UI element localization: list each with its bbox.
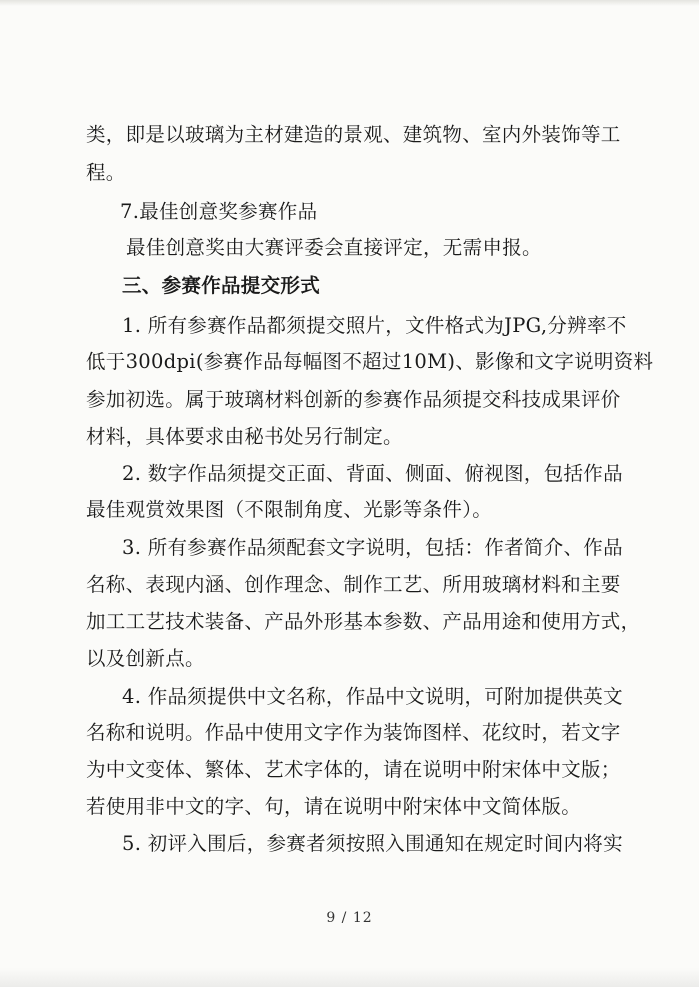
section-heading: 三、参赛作品提交形式 — [122, 274, 321, 297]
body-line: 为中文变体、繁体、艺术字体的，请在说明中附宋体中文版； — [86, 758, 621, 781]
body-line: 4. 作品须提供中文名称，作品中文说明，可附加提供英文 — [122, 685, 623, 708]
body-line: 参加初选。属于玻璃材料创新的参赛作品须提交科技成果评价 — [86, 388, 621, 411]
body-line: 2. 数字作品须提交正面、背面、侧面、俯视图，包括作品 — [122, 462, 623, 485]
body-line: 1. 所有参赛作品都须提交照片，文件格式为JPG,分辨率不 — [122, 314, 627, 337]
body-line: 材料，具体要求由秘书处另行制定。 — [86, 425, 403, 448]
body-line: 5. 初评入围后，参赛者须按照入围通知在规定时间内将实 — [122, 832, 623, 855]
body-line: 3. 所有参赛作品须配套文字说明，包括：作者简介、作品 — [122, 536, 623, 559]
body-line: 程。 — [86, 161, 126, 184]
body-line: 类，即是以玻璃为主材建造的景观、建筑物、室内外装饰等工 — [86, 123, 621, 146]
body-line: 以及创新点。 — [86, 647, 205, 670]
body-line: 加工工艺技术装备、产品外形基本参数、产品用途和使用方式， — [86, 610, 641, 633]
body-line: 名称、表现内涵、创作理念、制作工艺、所用玻璃材料和主要 — [86, 573, 621, 596]
scan-edge-bottom — [0, 968, 699, 987]
body-line: 名称和说明。作品中使用文字作为装饰图样、花纹时，若文字 — [86, 721, 621, 744]
body-line: 若使用非中文的字、句，请在说明中附宋体中文简体版。 — [86, 795, 582, 818]
item-heading: 7.最佳创意奖参赛作品 — [120, 200, 318, 223]
body-line: 低于300dpi(参赛作品每幅图不超过10M)、影像和文字说明资料 — [86, 350, 654, 373]
body-line: 最佳观赏效果图（不限制角度、光影等条件）。 — [86, 498, 493, 521]
body-line: 最佳创意奖由大赛评委会直接评定，无需申报。 — [126, 236, 542, 259]
page-number: 9 / 12 — [326, 910, 373, 926]
